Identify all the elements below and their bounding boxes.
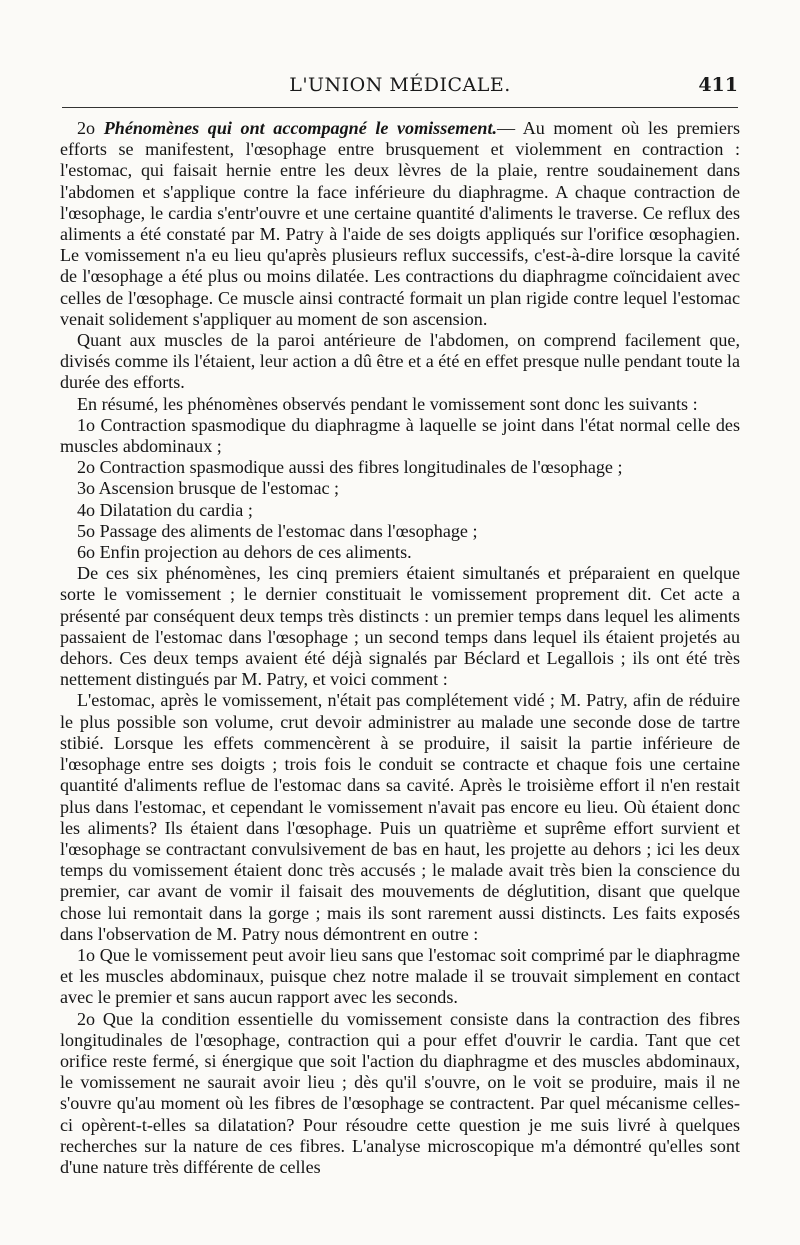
- list-item-1: 1o Contraction spasmodique du diaphragme à laquelle se joint dans l'état normal celle des muscles abdominaux ;: [60, 414, 740, 457]
- paragraph-3: En résumé, les phénomènes observés pendant le vomissement sont donc les suivants :: [77, 393, 698, 414]
- paragraph-text: — Au moment où les premiers efforts se manifestent, l'œsophage entre brusquement et violemment en contraction : l'estomac, qui faisait hernie entre les deux lèvres de la plaie, rentre soudainement dans l'abdomen et s'applique contre la face inférieure du diaphragme. A chaque contraction de l'œsophage, le cardia s'entr'ouvre et une certaine quantité d'aliments le traverse. Ce reflux des aliments a été constaté par M. Patry à l'aide de ses doigts appliqués sur l'orifice œsophagien. Le vomissement n'a eu lieu qu'après plusieurs reflux successifs, c'est-à-dire lorsque la cavité de l'œsophage a été plus ou moins dilatée. Les contractions du diaphragme coïncidaient avec celles de l'œsophage. Ce muscle ainsi contracté formait un plan rigide contre lequel l'estomac venait solidement s'appliquer au moment de son ascension.: [60, 118, 740, 329]
- paragraph-6: 1o Que le vomissement peut avoir lieu sans que l'estomac soit comprimé par le diaphragme et les muscles abdominaux, puisque chez notre malade il se trouvait simplement en contact avec le premier et sans aucun rapport avec les seconds.: [60, 944, 740, 1008]
- header-rule: [62, 107, 738, 108]
- section-heading: Phénomènes qui ont accompagné le vomissement.: [103, 118, 497, 138]
- list-item-3: 3o Ascension brusque de l'estomac ;: [77, 478, 340, 499]
- section-number: 2o: [77, 118, 96, 138]
- body-text: [60, 118, 740, 1178]
- list-item-4: 4o Dilatation du cardia ;: [77, 499, 253, 520]
- list-item-2: 2o Contraction spasmodique aussi des fibres longitudinales de l'œsophage ;: [77, 457, 623, 478]
- list-item-5: 5o Passage des aliments de l'estomac dans l'œsophage ;: [77, 520, 478, 541]
- paragraph-4: De ces six phénomènes, les cinq premiers étaient simultanés et préparaient en quelque sorte le vomissement ; le dernier constituait le vomissement proprement dit. Cet acte a présenté par conséquent deux temps très distincts : un premier temps dans lequel les aliments passaient de l'estomac dans l'œsophage ; un second temps dans lequel ils étaient projetés au dehors. Ces deux temps avaient été déjà signalés par Béclard et Legallois ; ils ont été très nettement distingués par M. Patry, et voici comment :: [60, 563, 740, 690]
- list-item-6: 6o Enfin projection au dehors de ces aliments.: [77, 542, 412, 563]
- paragraph-5: L'estomac, après le vomissement, n'était pas complétement vidé ; M. Patry, afin de réduire le plus possible son volume, crut devoir administrer au malade une seconde dose de tartre stibié. Lorsque les effets commencèrent à se produire, il saisit la partie inférieure de l'œsophage entre ses doigts ; trois fois le conduit se contracte et chaque fois une certaine quantité d'aliments reflue de l'estomac dans sa cavité. Après le troisième effort il n'en restait plus dans l'estomac, et cependant le vomissement n'avait pas encore eu lieu. Où étaient donc les aliments? Ils étaient dans l'œsophage. Puis un quatrième et suprême effort survient et l'œsophage se contractant convulsivement de bas en haut, les projette au dehors ; ici les deux temps du vomissement étaient donc très accusés ; le malade avait très bien la conscience du premier, car avant de vomir il faisait des mouvements de déglutition, disant que quelque chose lui remontait dans la gorge ; mais ils sont rarement aussi distincts. Les faits exposés dans l'observation de M. Patry nous démontrent en outre :: [60, 690, 740, 944]
- paragraph-7: 2o Que la condition essentielle du vomissement consiste dans la contraction des fibres longitudinales de l'œsophage, contraction qui a pour effet d'ouvrir le cardia. Tant que cet orifice reste fermé, si énergique que soit l'action du diaphragme et des muscles abdominaux, le vomissement ne saurait avoir lieu ; dès qu'il s'ouvre, on le voit se produire, mais il ne s'ouvre qu'au moment où les fibres de l'œsophage se contractent. Par quel mécanisme celles-ci opèrent-t-elles sa dilatation? Pour résoudre cette question je me suis livré à quelques recherches sur la nature de ces fibres. L'analyse microscopique m'a démontré qu'elles sont d'une nature très différente de celles: [60, 1008, 740, 1177]
- running-header: [62, 74, 738, 104]
- paragraph-2: Quant aux muscles de la paroi antérieure de l'abdomen, on comprend facilement que, divisés comme ils l'étaient, leur action a dû être et a été en effet presque nulle pendant toute la durée des efforts.: [60, 330, 740, 393]
- journal-title: L'UNION MÉDICALE.: [289, 74, 511, 96]
- paragraph-1: [60, 118, 740, 330]
- page-number: 411: [698, 74, 738, 96]
